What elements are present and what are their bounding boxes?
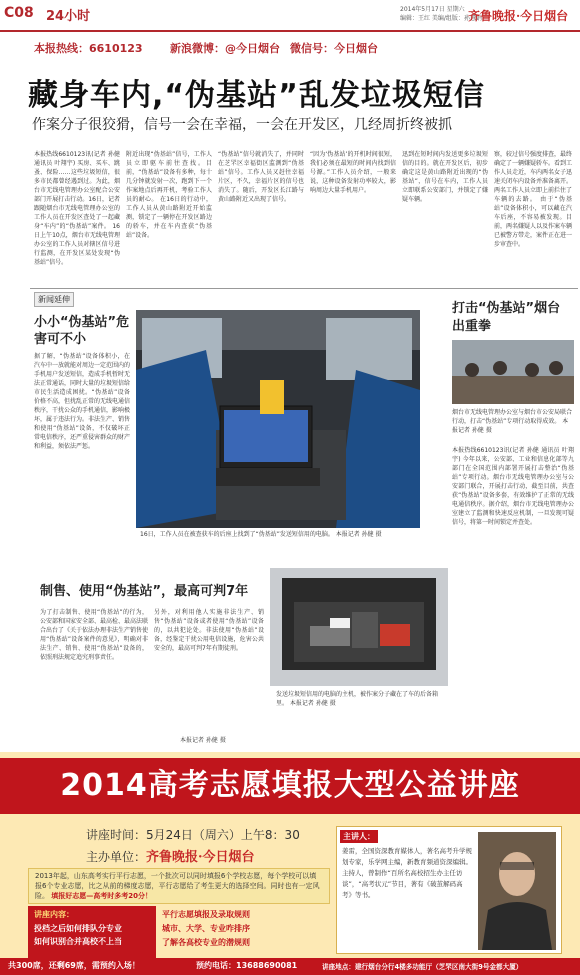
- notice-text: 2013年起，山东高考实行平行志愿，一个批次可以同时填报6个学校志愿，每个学校可以填报6个专业志愿，比之从前的梯度志愿，平行志愿给了考生更大的选择空间。同时也有一定风险。: [35, 872, 320, 900]
- hotline-weibo: 新浪微博：@今日烟台: [170, 42, 280, 55]
- topic-5: 了解各高校专业的潜规则: [162, 938, 250, 947]
- booking-phone: 预约电话：13688690081: [196, 961, 298, 970]
- topic-4: 城市、大学、专业咋排序: [162, 924, 250, 933]
- side-right-title: 打击“伪基站”烟台出重拳: [452, 301, 561, 334]
- topic-1: 投档之后如何排队分专业: [34, 924, 122, 933]
- news-extension-tag: 新闻延伸: [34, 292, 74, 307]
- speaker-portrait: [478, 832, 556, 950]
- topics-box-left: [28, 906, 156, 958]
- topic-2: 如何识别合并高校不上当: [34, 937, 122, 946]
- car-interior-image: [136, 310, 420, 528]
- meeting-photo: [452, 340, 574, 404]
- date-line: 2014年5月17日 星期六: [400, 6, 465, 13]
- speaker-portrait-image: [478, 832, 556, 950]
- lecture-host: 主办单位：齐鲁晚报·今日烟台: [86, 850, 255, 865]
- article-col-4: “因为‘伪基站’的开机时间很短，我们必须在最短的时间内找到信号源。”工作人员介绍，一般来说，这种设备发射功率较大，影响周边大量手机用户。: [310, 151, 396, 194]
- banner-title-bar: [0, 758, 580, 814]
- section2-sign: 本报记者 孙健 摄: [180, 737, 226, 744]
- trunk-photo: [270, 568, 448, 686]
- section2-col-2: 另外，对利用他人实施非法生产、销售“伪基站”设备或者使用“伪基站”设备的，以共犯论处。非法使用“伪基站”设备，经鉴定干扰公用电信设施，危害公共安全的，最高可判7年有期徒刑。: [154, 609, 264, 652]
- editor-line: 编辑：王红 美编/组版：孙慧娟: [400, 15, 482, 22]
- meeting-image: [452, 340, 574, 404]
- article-col-6: 察，较过信号强度排查，最终确定了一辆嫌疑轿车。看到工作人员走近，车内两名女子迅速关闭车内设备并准备离开。两名工作人员立即上前拦住了车辆的去路。 由于“伪基站”设备体积小，可以藏在汽车后座，不容易被发现。目前，两名嫌疑人以及作案车辆已被警方带走，案件正在进一步审查中。: [494, 151, 572, 248]
- laptop-in-car-photo: [136, 310, 420, 528]
- speaker-head: 主讲人：: [340, 830, 378, 843]
- article-subhead: 作案分子很狡猾，信号一会在幸福，一会在开发区，几经周折终被抓: [32, 117, 452, 133]
- notice-strong: 填报好志愿—高考时多考20分！: [51, 892, 152, 900]
- speaker-bio: 姜雷，全国资深教育媒体人，著名高考升学规划专家，乐学网主编，新教育频道资深编辑。主持人，曾制作“百所名高校招生办主任访谈”，“高考状元”节目，著有《破茧解码高考》等书。: [342, 847, 472, 899]
- notice-bar: [28, 868, 330, 904]
- banner-title: 2014高考志愿填报大型公益讲座: [60, 768, 520, 803]
- photo2-caption: 发送垃圾短信用的电脑的主机，被作案分子藏在了车的后备箱里。 本报记者 孙健 摄: [276, 691, 439, 707]
- section-name: 24小时: [46, 9, 91, 24]
- photo1-caption: 16日，工作人员在被查获车的后座上找到了“伪基站”发送短信用的电脑。 本报记者 孙健 摄: [140, 531, 382, 538]
- article-col-1: 本报热线6610123讯(记者 孙健 通讯员 叶翔宇) 买房、买车、跳蚤、保险……这些垃圾短信，很多市民都曾经遇到过。为此，烟台市无线电管理办公室配合公安部门开展打击行动。16日，记者跟随烟台市无线电管理办公室的工作人员在开发区查处了一起藏身“车内”的“伪基站”案件。 16日上午10点，烟台市无线电管理办公室的工作人员对辖区信号进行监测，在开发区某处发现“伪基站”信号。: [34, 151, 120, 266]
- article-col-5: 迅到在短时间内发送更多垃圾短信的目的。就在开发区后，初步确定这是黄山路附近出现的“伪基站”，信号在车内，工作人员立即联系公安部门，并锁定了嫌疑车辆。: [402, 151, 488, 203]
- article-headline: 藏身车内,“伪基站”乱发垃圾短信: [28, 78, 485, 113]
- article-col-2: 附近出现“伪基站”信号，工作人员立即驱车前往查找。目前，“伪基站”设备有多种，每十几分钟就发射一次，跑到下一个作案地点后再开机，考验工作人员的耐心。 在16日的行动中，工作人员从黄山路附近开始监测，锁定了一辆停在开发区路边的轿车，并在车内查获“伪基站”设备。: [126, 151, 212, 239]
- section-divider: [30, 288, 578, 289]
- section2-title: 制售、使用“伪基站”，最高可判7年: [40, 584, 249, 599]
- side-right-body: 本报热线6610123讯(记者 孙健 通讯员 叶翔宇) 今年以来，公安部、工业和信息化部等九部门在全国范围内部署开展打击整治“伪基站”专项行动。烟台市无线电管理办公室与公安部门联合，开展打击行动，截至目前，共查获“伪基站”设备多套，有效维护了正常的无线电通信秩序。据介绍，烟台市无线电管理办公室建立了监测和快速反应机制，一旦发现可疑信号，将第一时间锁定并查处。: [452, 447, 574, 526]
- section2-col-1: 为了打击制售、使用“伪基站”的行为，公安部和国家安全部、最高检、最高法联合出台了《关于依法办理非法生产销售使用“伪基站”设备案件的意见》，明确对非法生产、销售、使用“伪基站”设备的，依照刑法规定追究刑事责任。: [40, 609, 148, 661]
- side-left-body: 据了解，“伪基站”设备体积小，在汽车中一放就能对周边一定范围内的手机用户发送短信，造成手机暂时无法正常通话，同时大量的垃圾短信给市民生活造成困扰。“伪基站”设备价格不高，但扰乱正常的无线电通信秩序，干扰公众的手机通信，影响极坏，属于违法行为。非法生产、销售和使用“伪基站”设备，不仅破坏正常电信秩序，还严重侵害群众的财产和利益，须依法严惩。: [34, 353, 130, 450]
- topics-head: 讲座内容：: [34, 910, 74, 919]
- hotline-wechat: 微信号：今日烟台: [290, 42, 378, 55]
- seats-info: 共300席，还剩69席，需预约入场！: [8, 961, 140, 970]
- side-left-title: 小小“伪基站”危害可不小: [34, 315, 130, 347]
- lecture-time: 讲座时间：5月24日（周六）上午8：30: [86, 828, 300, 842]
- side-right-caption: 烟台市无线电管理办公室与烟台市公安局联合行动，打击“伪基站”专项行动取得成效。 本报记者 孙健 摄: [452, 409, 573, 434]
- topics-box-right: [162, 906, 332, 958]
- lecture-venue: 讲座地点：建行烟台分行4楼多功能厅（芝罘区南大街9号金都大厦）: [322, 963, 523, 971]
- page-number: C08: [4, 5, 34, 21]
- car-trunk-image: [270, 568, 448, 686]
- article-col-3: “伪基站”信号就消失了，并同时在芝罘区幸福街区监测到“伪基站”信号。工作人员又赶往幸福片区，不久，幸福片区的信号也消失了。随后，开发区长江路与黄山路附近又出现了信号。: [218, 151, 304, 203]
- topic-3: 平行志愿填报及录取规则: [162, 910, 250, 919]
- hotline-tel: 本报热线：6610123: [34, 42, 143, 55]
- newspaper-logo: 齐鲁晚报·今日烟台: [468, 9, 569, 23]
